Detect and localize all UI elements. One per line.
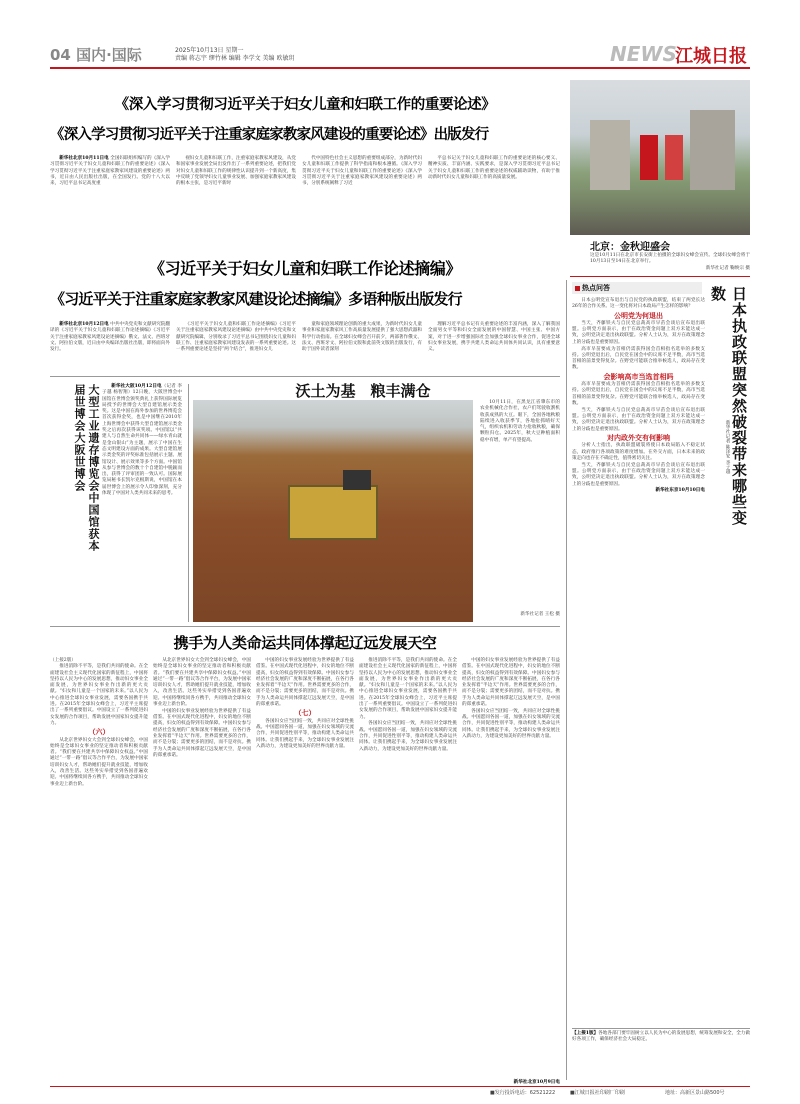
notice-box: 【上接1版】各地各部门要牢固树立以人民为中心的发展思想，统筹发展和安全，全力做好各项工作，确保经济社会大局稳定。 [572, 1028, 750, 1078]
article2-title-2: 《习近平关于注重家庭家教家风建设论述摘编》多语种版出版发行 [50, 290, 462, 308]
right-rule [570, 276, 750, 277]
article2-rule [50, 376, 560, 377]
expo-divider [188, 384, 189, 622]
article2-col1: 新华社北京10月12日电 中共中央党史和文献研究院翻译的《习近平关于妇女儿童和妇联工作论述摘编》《习近平关于注重家庭家教家风建设论述摘编》俄文、法文、西班牙文、阿拉伯文版，近日由中央编译出版社出版，即将面向外发行。 [50, 322, 170, 353]
article2-col2: 《习近平关于妇女儿童和妇联工作论述摘编》《习近平关于注重家庭家教家风建设论述摘编》由中共中央党史和文献研究院编辑，分别收录了习近平总书记围绕妇女儿童和妇联工作、注重家庭家教家风建设发表的一系列重要论述。这一系列重要论述是坚持“两个结合”，推进妇女儿 [176, 322, 296, 353]
sidebar-q1: 公明党为何退出 [614, 311, 663, 320]
red-square-icon [575, 286, 580, 291]
page-date: 2025年10月13日 星期一 [175, 47, 244, 54]
article2-col4: 理解习近平总书记有关重要论述的丰富内涵，深入了解我国全面男女平等和妇女全面发展的中国智慧、中国主张、中国方案，对于进一步增强国际社会加强全球妇女事业合作，促进全球妇女事业发展，携手共建人类命运共同体共同认识，具有重要意义。 [428, 322, 560, 353]
article2-title-1: 《习近平关于妇女儿童和妇联工作论述摘编》 [148, 259, 461, 278]
page-header [50, 42, 750, 66]
harvest-photo [193, 400, 473, 622]
beijing-building-icon [590, 120, 630, 190]
sidebar-vertical-byline: 新华社记者 陈泽安 李子越 [725, 420, 730, 474]
footer-phone: ■发行投诉电话：62521222 [490, 1090, 556, 1096]
beijing-building-icon [690, 110, 735, 190]
expo-hidden-title: 大型工业遗存博览会在大连举办第十届世界博览会 [50, 558, 98, 569]
feature-col2: 从北京世界妇女大会到全球妇女峰会，中国始终是全球妇女事业的坚定推动者和积极贡献者。“我们要在共建共享中保障妇女权益。”中国通过“一带一路”倡议等合作平台，为发展中国家培训妇女人才，帮助她们提升就业技能，增加收入，改善生活。这些务实举措受到各国普遍欢迎。中国将继续同各方携手，共同推动全球妇女事业迈上新台阶。 中国的妇女事业发展经验为世界提供了有益借鉴。在中国式现代化进程中，妇女的地位不断提高，妇女的权益得到有效保障。中国妇女参与经济社会发展的广度和深度不断拓展，在各行各业发挥着“半边天”作用。世界需要更多的合作，而不是分裂；需要更多的团结，而不是对抗。携手为人类命运共同体撑起辽远发展天空，是中国的郑重承诺。 [153, 658, 251, 758]
sidebar-q2: 会影响高市当选首相吗 [603, 372, 674, 381]
sidebar-vertical-title: 日本执政联盟突然破裂带来哪些变数 [709, 286, 748, 526]
article1-col1: 新华社北京10月11日电 全国妇联组织编写的《深入学习贯彻习近平关于妇女儿童和妇联工作的重要论述》《深入学习贯彻习近平关于注重家庭家教家风建设的重要论述》两书，近日由人民出版社出版，在全国发行。党的十八大以来，习近平总书记高度重 [50, 156, 170, 187]
sidebar-q3: 对内政外交有何影响 [607, 433, 670, 442]
paper-name: 江城日报 [675, 46, 747, 67]
photo-caption-title: 北京：金秋迎盛会 [590, 242, 670, 253]
expo-body: 新华社大阪10月12日电（记者 李子越 杨智翔）12日晚，大阪世博会中国馆在世博会颁奖典礼上获得国际展览局授予的世博会大型自建馆展示类金奖。这是中国在海外参加的世界博览会首次获得金奖，也是中国继在2010年上海世博会中获得大型自建馆展示类金奖之后再次获得该奖项。中国馆以“共建人与自然生命共同体——绿水青山就是金山银山”为主题，展示了中国在生态文明建设方面的成果。大型自建馆展示类金奖的评奖标准包括展示主题、展馆设计、展示效果等多个方面。中国馆从参与世博会的数十个自建馆中脱颖而出，获得了评审团的一致认可。国际展览局秘书长凯尔克根斯说，中国馆在本届世博会上的展示令人印象深刻，充分体现了中国对人类共同未来的思考。 [102, 384, 182, 497]
article1-col3: 代中国特色社会主义思想的重要组成部分，为新时代妇女儿童和妇联工作提供了科学指南和根本遵循。《深入学习贯彻习近平关于妇女儿童和妇联工作的重要论述》《深入学习贯彻习近平关于注重家庭家教家风建设的重要论述》两书，分别系统阐释了习近 [302, 156, 422, 187]
feature-title: 携手为人类命运共同体撑起辽远发展天空 [173, 634, 437, 652]
footer-rule [50, 1086, 750, 1087]
article1-title-2: 《深入学习贯彻习近平关于注重家庭家教家风建设的重要论述》出版发行 [50, 127, 489, 143]
feature-end-tag: 新华社北京10月9日电 [513, 1080, 560, 1085]
footer-address: ■江城日报社印刷厂印刷 [570, 1090, 625, 1096]
harvester-cab-icon [343, 470, 371, 490]
page-section: 04 国内·国际 [50, 46, 142, 64]
page-staff: 责编 蒋志宇 缪竹林 编辑 李学文 美编 欧敏玥 [175, 55, 295, 62]
header-rule [50, 67, 750, 69]
article1-col4: 平总书记关于妇女儿童和妇联工作的重要论述的核心要义、精神实质、丰富内涵、实践要求，是深入学习贯彻习近平总书记关于妇女儿童和妇联工作的重要论述的权威辅助读物，有助于推动新时代妇女儿童和妇联工作的高质量发展。 [428, 156, 560, 180]
hot-qa-heading: 热点问答 [572, 282, 702, 294]
sidebar-col: 日本公明党宣布退出与自民党的执政联盟，结束了两党长达26年的合作关系。这一变化将对日本政局产生怎样的影响？ 公明党为何退出 当天，齐藤铁夫与自民党总裁高市早苗会谈后宣布退出联盟。公明党方面表示，由于在政治资金问题上双方未能达成一致，公明党决定退出执政联盟。分析人士认为，双方在政策理念上的分歧也是重要原因。 高市早苗要成为首相仍需获得国会首相指名选举的多数支持。公明党退出后，自民党在国会中的议席不足半数，高市当选首相的前景变得复杂。在野党可能联合推举候选人，政局存在变数。 会影响高市当选首相吗 高市早苗要成为首相仍需获得国会首相指名选举的多数支持。公明党退出后，自民党在国会中的议席不足半数，高市当选首相的前景变得复杂。在野党可能联合推举候选人，政局存在变数。 当天，齐藤铁夫与自民党总裁高市早苗会谈后宣布退出联盟。公明党方面表示，由于在政治资金问题上双方未能达成一致，公明党决定退出执政联盟。分析人士认为，双方在政策理念上的分歧也是重要原因。 对内政外交有何影响 分析人士指出，执政联盟破裂将使日本政局陷入不稳定状态，政府推行各项政策的难度增加。在外交方面，日本未来的政策走向也存在不确定性，值得密切关注。 当天，齐藤铁夫与自民党总裁高市早苗会谈后宣布退出联盟。公明党方面表示，由于在政治资金问题上双方未能达成一致，公明党决定退出执政联盟。分析人士认为，双方在政策理念上的分歧也是重要原因。 新华社东京10月10日电 [572, 298, 705, 494]
article1-title-1: 《深入学习贯彻习近平关于妇女儿童和妇联工作的重要论述》 [114, 97, 496, 113]
harvester-icon [288, 485, 378, 540]
banner-icon [665, 135, 683, 180]
photo-caption: 这是10月11日在北京市长安街上拍摄的全球妇女峰会宣传。全球妇女峰会将于10月13日至14日在北京举行。 [590, 253, 750, 265]
sidebar-divider [566, 280, 567, 1080]
feature-col1: （上接2版） 推进消除不平等，是我们共同的使命。在全面建设社会主义现代化国家的新征程上，中国将坚持以人民为中心的发展思想，推动妇女事业全面发展，为世界妇女事业作出新的更大贡献。“妇女和儿童是一个国家的未来。”以人民为中心推进全球妇女事业发展，需要各国携手共进。在2015年全球妇女峰会上，习近平主席提出了一系列重要倡议。中国设立了一系列促进妇女发展的合作项目，帮助发展中国家妇女提升能力。 （六） 从北京世界妇女大会到全球妇女峰会，中国始终是全球妇女事业的坚定推动者和积极贡献者。“我们要在共建共享中保障妇女权益。”中国通过“一带一路”倡议等合作平台，为发展中国家培训妇女人才，帮助她们提升就业技能，增加收入，改善生活。这些务实举措受到各国普遍欢迎。中国将继续同各方携手，共同推动全球妇女事业迈上新台阶。 [50, 658, 148, 787]
feature-col3: 中国的妇女事业发展经验为世界提供了有益借鉴。在中国式现代化进程中，妇女的地位不断提高，妇女的权益得到有效保障。中国妇女参与经济社会发展的广度和深度不断拓展，在各行各业发挥着“半边天”作用。世界需要更多的合作，而不是分裂；需要更多的团结，而不是对抗。携手为人类命运共同体撑起辽远发展天空，是中国的郑重承诺。 （七） 各国妇女应当团结一致，共同应对全球性挑战。中国愿同各国一道，加强在妇女领域的交流合作，共同促进性别平等，推动构建人类命运共同体。让我们携起手来，为全球妇女事业发展注入新动力，为建设更加美好的世界贡献力量。 [256, 658, 354, 749]
article2-col3: 童和家庭领域理论创新的重大成果，为新时代妇女儿童事业和家庭家教家风工作高质量发展提供了强大思想武器和科学行动指南。在全球妇女峰会召开前夕，两部著作俄文、法文、西班牙文、阿拉伯文版和此前英文版的出版发行，有助于国外读者深刻 [302, 322, 422, 353]
sidebar-end-tag: 新华社东京10月10日电 [655, 488, 705, 494]
article1-dateline: 新华社北京10月11日电 [59, 156, 109, 161]
article1-col2: 视妇女儿童和妇联工作，注重家庭家教家风建设，从党和国家事业发展全局出发作出了一系列重要论述，把我们党对妇女儿童和妇联工作的规律性认识提升到一个新高度，集中反映了党领导妇女儿童事业发展、加强家庭家教家风建设的根本主张，是习近平新时 [176, 156, 296, 187]
beijing-photo [570, 80, 750, 235]
photo-credit: 新华社记者 鞠焕宗 摄 [705, 266, 750, 271]
feature-col5: 中国的妇女事业发展经验为世界提供了有益借鉴。在中国式现代化进程中，妇女的地位不断提高，妇女的权益得到有效保障。中国妇女参与经济社会发展的广度和深度不断拓展，在各行各业发挥着“半边天”作用。世界需要更多的合作，而不是分裂；需要更多的团结，而不是对抗。携手为人类命运共同体撑起辽远发展天空，是中国的郑重承诺。 各国妇女应当团结一致，共同应对全球性挑战。中国愿同各国一道，加强在妇女领域的交流合作，共同促进性别平等，推动构建人类命运共同体。让我们携起手来，为全球妇女事业发展注入新动力，为建设更加美好的世界贡献力量。 [462, 658, 560, 740]
harvest-credit: 新华社记者 王松 摄 [520, 612, 560, 617]
harvest-caption: 10月11日，在黑龙江省肇东市的农业机械化合作社，农户们驾驶收割机收获成熟的大豆。眼下，全国各地秋粮陆续进入收获季节，各地抢抓晴好天气，组织农机和劳动力抢收秋粮，确保颗粒归仓。2025年，秋大豆种植面积稳中有增，单产有望提高。 [480, 400, 560, 443]
feature-col4: 推进消除不平等，是我们共同的使命。在全面建设社会主义现代化国家的新征程上，中国将坚持以人民为中心的发展思想，推动妇女事业全面发展，为世界妇女事业作出新的更大贡献。“妇女和儿童是一个国家的未来。”以人民为中心推进全球妇女事业发展，需要各国携手共进。在2015年全球妇女峰会上，习近平主席提出了一系列重要倡议。中国设立了一系列促进妇女发展的合作项目，帮助发展中国家妇女提升能力。 各国妇女应当团结一致，共同应对全球性挑战。中国愿同各国一道，加强在妇女领域的交流合作，共同促进性别平等，推动构建人类命运共同体。让我们携起手来，为全球妇女事业发展注入新动力，为建设更加美好的世界贡献力量。 [359, 658, 457, 752]
harvest-title: 沃土为基 粮丰满仓 [295, 382, 431, 400]
footer-zip: 地址：高新区景山路500号 [665, 1090, 725, 1096]
expo-vertical-title: 大型工业遗存博览会中国馆获本届世博会大阪世博会 [73, 384, 100, 552]
banner-icon [640, 135, 658, 180]
news-word: NEWS [610, 42, 677, 66]
harvest-rule [50, 626, 560, 627]
